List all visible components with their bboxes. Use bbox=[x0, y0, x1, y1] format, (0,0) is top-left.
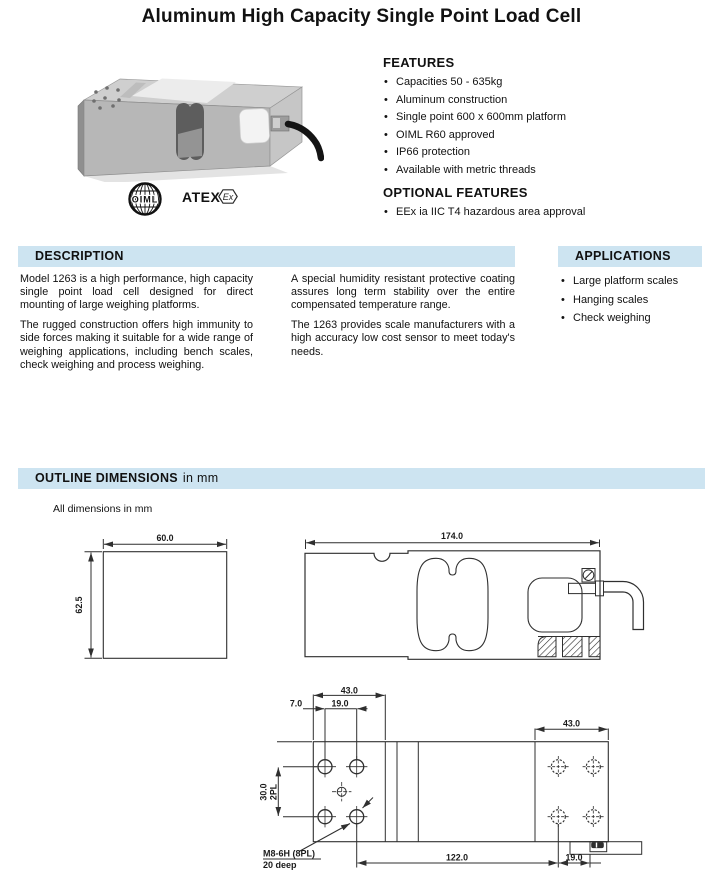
description-column-2 bbox=[291, 273, 515, 365]
feature-item: • Aluminum construction bbox=[383, 92, 703, 110]
atex-logo-text: ATEX bbox=[182, 189, 221, 205]
dim-right-spacing: 19.0 bbox=[565, 852, 583, 863]
feature-item: • IP66 protection bbox=[383, 144, 703, 162]
description-paragraph: The rugged construction offers high immunity to side forces making it suitable for a wide range of weighing applications, including bench scales, check weighing and process weighing. bbox=[20, 319, 253, 371]
application-item: • Large platform scales bbox=[560, 272, 710, 291]
outline-heading-suffix: in mm bbox=[182, 471, 219, 485]
dim-side-length: 174.0 bbox=[440, 531, 464, 541]
optional-features-list bbox=[383, 204, 703, 222]
applications-list bbox=[560, 272, 710, 328]
description-paragraph: Model 1263 is a high performance, high capacity single point load cell designed for direct mounting of large weighing platforms. bbox=[20, 273, 253, 312]
atex-logo bbox=[182, 189, 220, 207]
dim-left-offset: 7.0 bbox=[289, 698, 303, 709]
product-photo bbox=[74, 72, 324, 182]
dim-vert-spacing: 30.0 bbox=[258, 783, 269, 801]
side-view-drawing bbox=[305, 540, 644, 660]
dim-front-height: 62.5 bbox=[74, 596, 84, 614]
outline-drawings bbox=[0, 495, 723, 876]
plan-view-drawing bbox=[263, 695, 642, 868]
features-heading: FEATURES bbox=[383, 55, 455, 70]
atex-hexagon-icon bbox=[218, 189, 238, 204]
applications-heading: APPLICATIONS bbox=[558, 246, 702, 267]
feature-item: • Single point 600 x 600mm platform bbox=[383, 109, 703, 127]
page-title: Aluminum High Capacity Single Point Load Cell bbox=[141, 6, 582, 27]
description-heading: DESCRIPTION bbox=[18, 246, 515, 267]
description-column-1 bbox=[20, 273, 253, 378]
feature-item: • OIML R60 approved bbox=[383, 127, 703, 145]
plan-right-holes bbox=[551, 760, 600, 824]
outline-dimensions-heading bbox=[18, 468, 705, 489]
photo-gland-highlight bbox=[273, 118, 280, 128]
photo-label-patch bbox=[239, 108, 270, 143]
optional-features-heading: OPTIONAL FEATURES bbox=[383, 185, 528, 200]
oiml-globe-icon bbox=[127, 181, 163, 217]
dim-right-width: 43.0 bbox=[562, 718, 581, 729]
dim-left-width: 43.0 bbox=[340, 685, 358, 696]
application-item: • Check weighing bbox=[560, 309, 710, 328]
features-list bbox=[383, 74, 703, 179]
dim-length: 122.0 bbox=[445, 852, 469, 863]
description-paragraph: A special humidity resistant protective coating assures long term stability over the entire compensated temperature range. bbox=[291, 273, 515, 312]
feature-item: • Available with metric threads bbox=[383, 162, 703, 180]
description-paragraph: The 1263 provides scale manufacturers with a high accuracy low cost sensor to meet today's needs. bbox=[291, 319, 515, 358]
load-cell-photo-graphic bbox=[74, 72, 324, 182]
optional-feature-item: • EEx ia IIC T4 hazardous area approval bbox=[383, 204, 703, 222]
oiml-logo bbox=[127, 181, 163, 217]
dim-left-spacing: 19.0 bbox=[331, 698, 349, 709]
atex-ex-text: Ex bbox=[222, 192, 234, 202]
oiml-logo-text: OIML bbox=[131, 194, 159, 205]
drawings-svg bbox=[0, 495, 723, 876]
end-view-drawing bbox=[85, 539, 227, 658]
thread-depth-callout: 20 deep bbox=[263, 860, 297, 870]
dim-front-width: 60.0 bbox=[156, 533, 174, 543]
dim-vert-places: 2PL bbox=[268, 783, 279, 801]
features-section bbox=[383, 55, 703, 222]
thread-callout: M8-6H (8PL) bbox=[263, 848, 316, 859]
outline-heading-text: OUTLINE DIMENSIONS bbox=[35, 471, 178, 485]
atex-ex-mark bbox=[218, 189, 238, 204]
photo-left-face bbox=[78, 100, 84, 176]
feature-item: • Capacities 50 - 635kg bbox=[383, 74, 703, 92]
application-item: • Hanging scales bbox=[560, 291, 710, 310]
dimensions-note: All dimensions in mm bbox=[53, 503, 153, 515]
